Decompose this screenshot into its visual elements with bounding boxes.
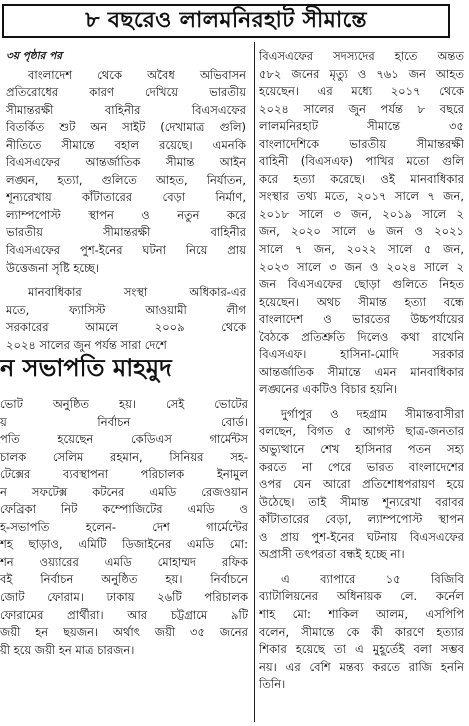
column-divider (254, 42, 255, 722)
text-line: য় নির্বাচন বোর্ড। (0, 414, 248, 429)
text-line: পতি হয়েছেন কেডিএস গার্মেন্টস (0, 432, 248, 447)
text-line: নয়। এর বেশি মন্তব্য করতে রাজি হননি (259, 659, 464, 674)
text-line: জয়ী হন ছয়জন। অর্থাৎ জয়ী ৩৫ জনের (0, 625, 248, 640)
text-line: মানবাধিকার সংস্থা অধিকার-এর (28, 285, 246, 300)
second-headline: ন সভাপতি মাহমুদ (0, 354, 172, 382)
text-line: কাঁটাতারের বেড়া, ল্যাম্পপোস্ট স্থাপন (259, 512, 464, 527)
text-line: হ-সভাপতি হলেন- দেশ গার্মেন্টের (0, 519, 248, 534)
text-line: জন, ২০২০ সালে ৬ জন ও ২০২১ (259, 224, 464, 239)
text-line: অপ্রাসী তৎপরতা বন্ধই হচ্ছে না। (259, 547, 405, 562)
text-line: করে হত্যা করেছে। ওই মানবাধিকার (259, 171, 464, 186)
text-line: বাহিনী (বিএসএফ) পাখির মতো গুলি (259, 154, 464, 169)
right-column (259, 48, 464, 694)
text-line: বৈঠকে প্রতিশ্রুতি দিলেও কথা রাখেনি (259, 329, 464, 344)
text-line: লালমনিরহাট সীমান্তে ৩৫ (259, 119, 464, 134)
left-column-lower (0, 396, 248, 659)
text-line: শন ওয়্যারের এমডি মোহাম্মদ রফিক (0, 554, 248, 569)
text-line: ২০২৪ সালের জুন পর্যন্ত সারা দেশে (6, 337, 167, 352)
text-line: আন্তর্জাতিক সীমান্তে এমন মানবাধিকার (259, 364, 464, 379)
text-line: বিএসএফের পুশ-ইনের ঘটনা নিয়ে প্রায় (6, 243, 246, 258)
left-paragraph-2 (6, 284, 246, 354)
text-line: করতে না পেরে ভারত বাংলাদেশের (259, 459, 464, 474)
text-line: এ ব্যাপারে ১৫ বিজিবি (281, 571, 464, 586)
text-line: ন সফটেক্স কটনের এমডি রেজওয়ান (0, 484, 248, 499)
text-line: বাংলাদেশ ও ভারতের উচ্চপর্যায়ের (259, 312, 464, 327)
text-line: নীতিতে সীমান্তে বহাল রয়েছে। এমনকি (6, 137, 246, 152)
text-line: তিনি। (259, 677, 286, 692)
text-line: ব্যাটালিয়নের অধিনায়ক লে. কর্নেল (259, 589, 464, 604)
text-line: ফেব্রিকা নিট কম্পোজিটের এমডি ও (0, 502, 248, 517)
text-line: লঙ্ঘন, হত্যা, গুলিতে আহত, নির্যাতন, (6, 172, 246, 187)
text-line: টেক্সের ব্যবস্থাপনা পরিচালক ইনামুল (0, 467, 248, 482)
right-paragraph-3 (259, 571, 464, 694)
text-line: বিতর্কিত শুট অন সাইট (দেখামাত্র গুলি) (6, 120, 246, 135)
text-line: সীমান্তরক্ষী বাহিনীর বিএসএফের (6, 102, 246, 117)
text-line: শহ ছাড়াও, এমিটি ডিজাইনের এমডি মো: (0, 537, 248, 552)
byline: ৩য় পৃষ্ঠার পর (6, 50, 63, 62)
text-line: ভারতীয় সীমান্তরক্ষী বাহিনীর (6, 225, 246, 240)
text-line: ২০১৮ সালে ৩ জন, ২০১৯ সালে ২ (259, 206, 464, 221)
text-line: বই নির্বাচন অনুষ্ঠিত হয়। নির্বাচনে (0, 572, 248, 587)
text-line: প্রতিরোধের কারণ দেখিয়ে ভারতীয় (6, 85, 246, 100)
text-line: বলেন, সীমান্তে কে কী কারণে হত্যার (259, 624, 464, 639)
text-line: শূন্যরেখায় কাঁটাতারের বেড়া নির্মাণ, (6, 190, 246, 205)
text-line: য়ী হয়ে জয়ী হন মাত্র চারজন। (0, 642, 135, 657)
text-line: বাংলাদেশ থেকে অবৈধ অভিবাসন (28, 67, 246, 82)
text-line: মতে, ফ্যাসিস্ট আওয়ামী লীগ (6, 302, 246, 317)
left-column (6, 48, 246, 354)
text-line: লঙ্ঘনের একটিও বিচার হয়নি। (259, 382, 398, 397)
text-line: সরকারের আমলে ২০০৯ থেকে (6, 320, 246, 335)
text-line: ল্যাম্পপোস্ট স্থাপন ও নতুন করে (6, 207, 246, 222)
text-line: বিএসএফের আন্তর্জাতিক সীমান্ত আইন (6, 155, 246, 170)
headline: ৮ বছরেও লালমনিরহাট সীমান্তে (2, 4, 450, 38)
left-paragraph-1 (6, 67, 246, 278)
text-line: ২০২৪ সালের জুন পর্যন্ত ৮ বছরে (259, 101, 464, 116)
text-line: শাহ মো: শাকিল আলম, এসপিপি (259, 606, 464, 621)
text-line: ও প্রায় পুশ-ইনের ঘটনায় বিএসএফের (259, 529, 464, 544)
text-line: দুর্গাপুর ও দহগ্রাম সীমান্তবাসীরা (281, 406, 464, 421)
right-paragraph-1 (259, 48, 464, 399)
text-line: ২০২৩ সালে ৩ জন ও ২০২৪ সালে ২ (259, 259, 464, 274)
text-line: সংস্থার তথ্য মতে, ২০১৭ সালে ৭ জন, (259, 189, 464, 204)
text-line: চালক সেলিম রহমান, সিনিয়র সহ- (0, 449, 248, 464)
text-line: জোট ফোরাম। ঢাকায় ২৬টি পরিচালক (0, 590, 248, 605)
text-line: বাংলাদেশিকে ভারতীয় সীমান্তরক্ষী (259, 136, 464, 151)
text-line: শিকার হয়েছে তা এ মুহূর্তেই বলা সম্ভব (259, 642, 464, 657)
text-line: অভ্যুত্থানে শেখ হাসিনার পতন সহ্য (259, 442, 464, 457)
text-line: বিএসএফ। হাসিনা-মোদি সরকার (259, 347, 464, 362)
text-line: হয়েছেন। এর মধ্যে ২০১৭ থেকে (259, 84, 464, 99)
text-line: জন বিএসএফের ছোড়া গুলিতে নিহত (259, 277, 464, 292)
text-line: ফোরামের প্রার্থীরা। আর চট্টগ্রামে ৯টি (0, 607, 248, 622)
text-line: বিএসএফের সদস্যদের হাতে অন্তত (259, 49, 464, 63)
text-line: হয়েছেন। অথচ সীমান্ত হত্যা বন্ধে (259, 294, 464, 309)
right-paragraph-2 (259, 406, 464, 564)
text-line: বলছেন, বিগত ৫ আগস্ট ছাত্র-জনতার (259, 424, 464, 439)
text-line: উত্তেজনা সৃষ্টি হচ্ছে। (6, 260, 100, 275)
text-line: ভোট অনুষ্ঠিত হয়। সেই ভোটের (0, 397, 248, 411)
text-line: উঠেছে। তাই সীমান্ত শূন্যরেখা বরাবর (259, 494, 464, 509)
text-line: ৫৮২ জনের মৃত্যু ও ৭৬১ জন আহত (259, 66, 464, 81)
text-line: ওপর যেন আরো প্রতিশোধপরায়ণ হয়ে (259, 477, 464, 492)
text-line: সালে ৭ জন, ২০২২ সালে ৫ জন, (259, 242, 464, 257)
